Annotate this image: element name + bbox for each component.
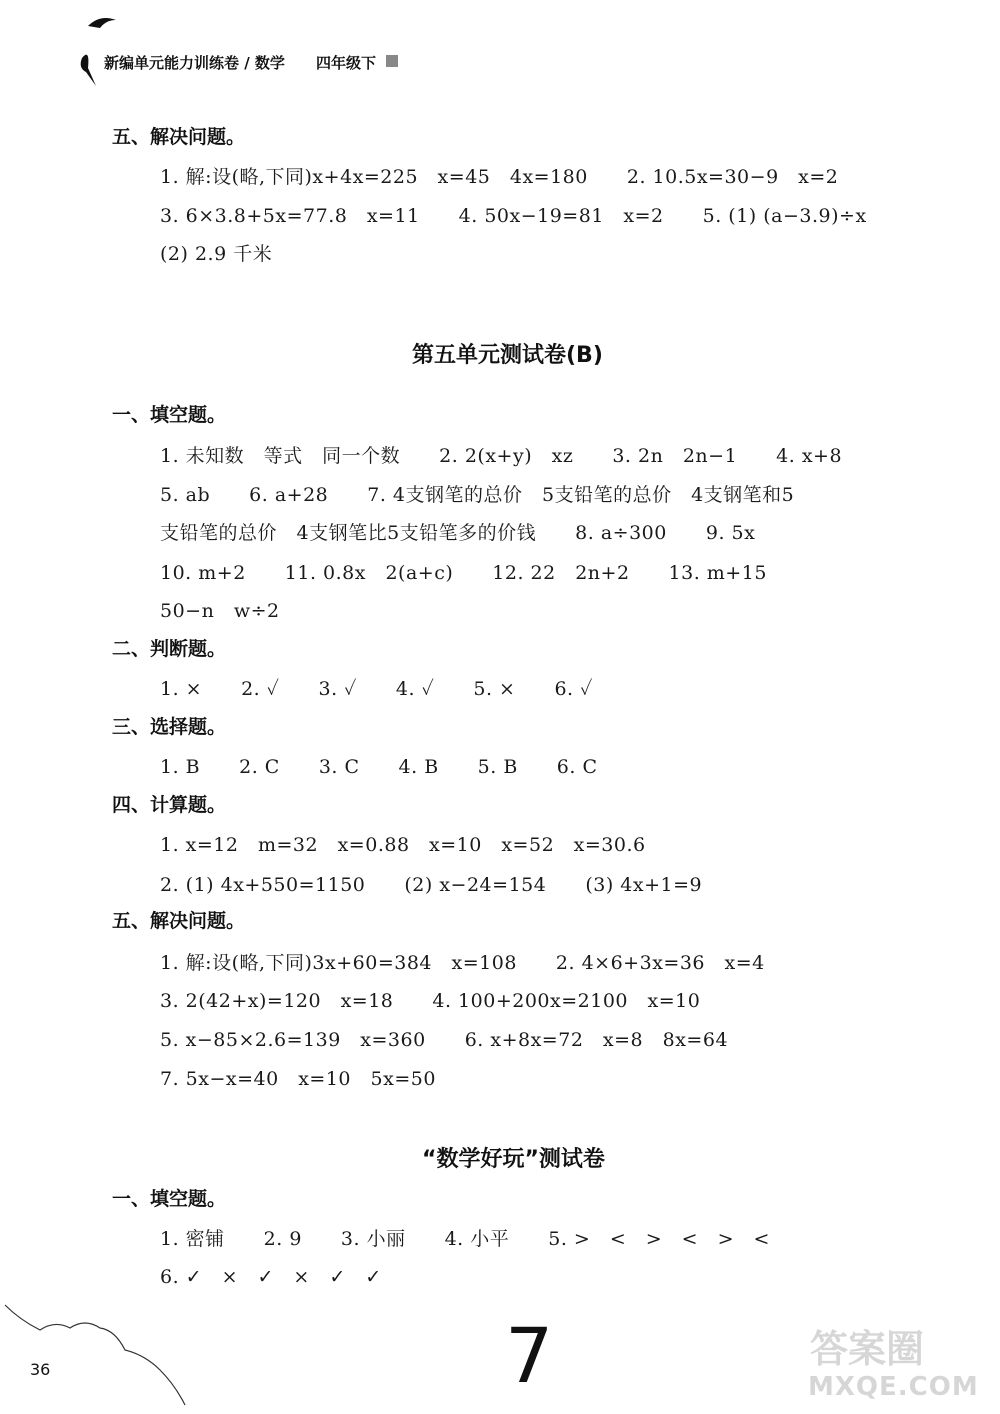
grade-label: 四年级下 — [316, 54, 377, 72]
page-number: 36 — [30, 1360, 51, 1379]
answer-line: 1. 未知数 等式 同一个数 2. 2(x+y) xz 3. 2n 2n−1 4. x+8 — [160, 445, 843, 467]
section-heading: 一、填空题。 — [112, 404, 227, 426]
answer-line: 7. 5x−x=40 x=10 5x=50 — [160, 1068, 436, 1090]
cloud-swirl-icon — [0, 1300, 200, 1414]
book-title: 新编单元能力训练卷 / 数学 — [104, 54, 285, 72]
test-title: “数学好玩”测试卷 — [422, 1147, 605, 1172]
grade-marker-icon — [386, 55, 398, 67]
answer-line: 10. m+2 11. 0.8x 2(a+c) 12. 22 2n+2 13. m+15 — [160, 562, 767, 584]
answer-line: 支铅笔的总价 4支钢笔比5支铅笔多的价钱 8. a÷300 9. 5x — [160, 522, 756, 544]
answer-line: 1. B 2. C 3. C 4. B 5. B 6. C — [160, 756, 598, 778]
watermark-url: MXQE.COM — [808, 1372, 979, 1402]
section-heading: 五、解决问题。 — [112, 126, 246, 148]
section-heading: 五、解决问题。 — [112, 910, 246, 932]
answer-line: 50−n w÷2 — [160, 600, 280, 622]
answer-line: 5. x−85×2.6=139 x=360 6. x+8x=72 x=8 8x=64 — [160, 1029, 729, 1051]
answer-line: 1. x=12 m=32 x=0.88 x=10 x=52 x=30.6 — [160, 834, 646, 856]
section-heading: 三、选择题。 — [112, 716, 227, 738]
answer-line: (2) 2.9 千米 — [160, 243, 273, 265]
watermark-logo: 答案圈 — [810, 1327, 925, 1371]
handwritten-mark: 7 — [505, 1311, 554, 1400]
answer-line: 6. ✓ × ✓ × ✓ ✓ — [160, 1266, 382, 1288]
answer-line: 1. 解:设(略,下同)3x+60=384 x=108 2. 4×6+3x=36 x=4 — [160, 952, 765, 974]
answer-line: 1. 解:设(略,下同)x+4x=225 x=45 4x=180 2. 10.5x=30−9 x=2 — [160, 166, 839, 188]
answer-line: 1. × 2. ✓ 3. ✓ 4. ✓ 5. × 6. ✓ — [160, 678, 593, 700]
test-title: 第五单元测试卷(B) — [412, 343, 603, 368]
answer-line: 3. 6×3.8+5x=77.8 x=11 4. 50x−19=81 x=2 5. (1) (a−3.9)÷x — [160, 205, 867, 227]
section-heading: 一、填空题。 — [112, 1188, 227, 1210]
answer-line: 1. 密铺 2. 9 3. 小丽 4. 小平 5. > < > < > < — [160, 1228, 770, 1250]
answer-line: 2. (1) 4x+550=1150 (2) x−24=154 (3) 4x+1=9 — [160, 874, 703, 896]
answer-line: 3. 2(42+x)=120 x=18 4. 100+200x=2100 x=10 — [160, 990, 701, 1012]
bird-logo-icon — [60, 8, 140, 88]
section-heading: 四、计算题。 — [112, 794, 227, 816]
section-heading: 二、判断题。 — [112, 638, 227, 660]
answer-line: 5. ab 6. a+28 7. 4支钢笔的总价 5支铅笔的总价 4支钢笔和5 — [160, 484, 795, 506]
